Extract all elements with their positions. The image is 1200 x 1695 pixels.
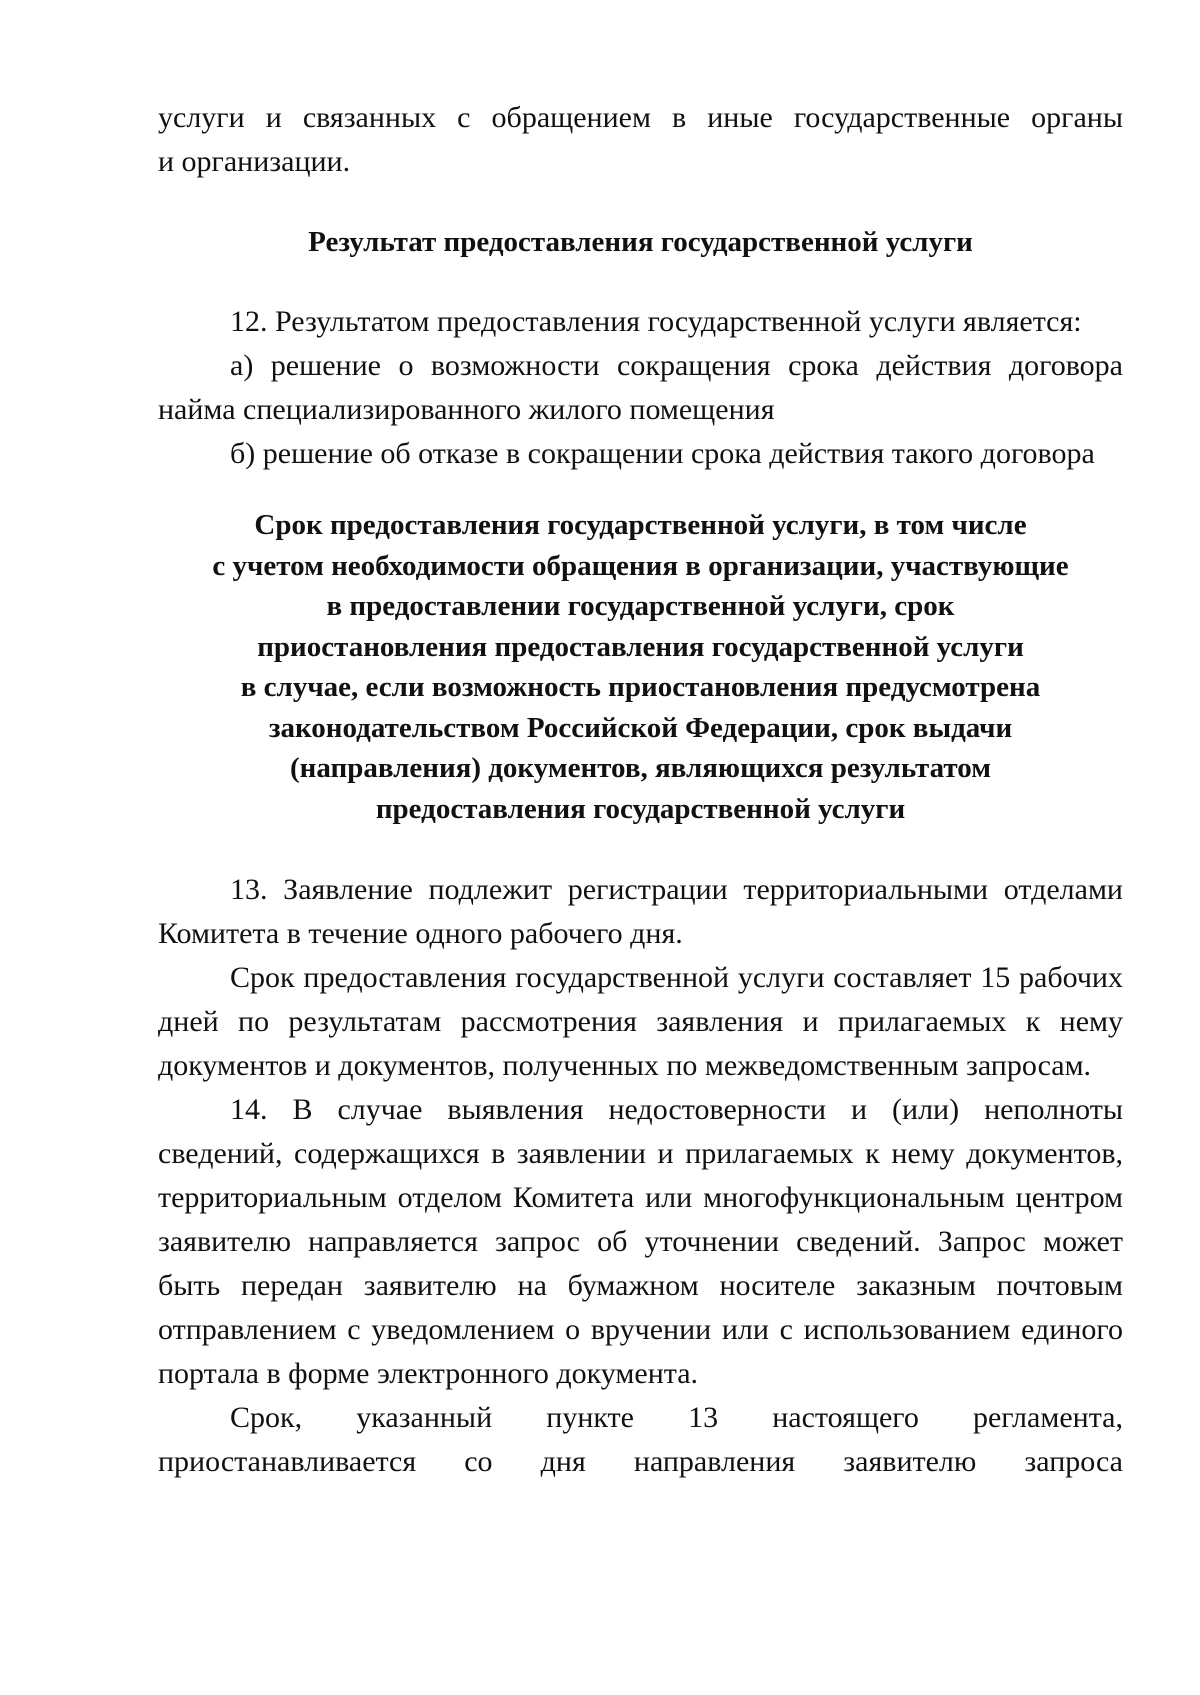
item-13-paragraph-2: Срок предоставления государственной услуги составляет 15 рабочих дней по результатам рассмотрения заявления и прилагаемых к нему документов и документов, полученных по межведомственным запросам. xyxy=(158,961,1123,1082)
section-result-title: Результат предоставления государственной услуги xyxy=(308,226,973,258)
section-term-title-line-7: (направления) документов, являющихся результатом xyxy=(290,752,991,784)
section-term-title-line-2: с учетом необходимости обращения в организации, участвующие xyxy=(212,549,1069,582)
item-12-sub-b: б) решение об отказе в сокращении срока действия такого договора xyxy=(230,437,1095,470)
section-term-title-line-6: законодательством Российской Федерации, срок выдачи xyxy=(268,711,1013,744)
section-term-heading xyxy=(158,505,1123,829)
section-term-title-line-3: в предоставлении государственной услуги, срок xyxy=(326,590,955,622)
intro-line-2: и организации. xyxy=(158,145,351,178)
section-result-heading xyxy=(158,220,1123,264)
intro-paragraph xyxy=(158,96,1123,184)
section-term-title-line-5: в случае, если возможность приостановления предусмотрена xyxy=(240,671,1041,703)
item-13-paragraph-1: 13. Заявление подлежит регистрации территориальными отделами Комитета в течение одного рабочего дня. xyxy=(158,873,1123,950)
section-term-title-line-1: Срок предоставления государственной услуги, в том числе xyxy=(254,509,1027,541)
section-result-body xyxy=(158,300,1123,476)
item-12-sub-a: а) решение о возможности сокращения срока действия договора найма специализированного жилого помещения xyxy=(158,349,1123,426)
item-14-paragraph-1: 14. В случае выявления недостоверности и (или) неполноты сведений, содержащихся в заявлении и прилагаемых к нему документов, территориальным отделом Комитета или многофункциональным центром заявителю направляется запрос об уточнении сведений. Запрос может быть передан заявителю на бумажном носителе заказным почтовым отправлением с уведомлением о вручении или с использованием единого портала в форме электронного документа. xyxy=(158,1093,1123,1390)
item-12: 12. Результатом предоставления государственной услуги является: xyxy=(230,305,1082,338)
section-term-title-line-8: предоставления государственной услуги xyxy=(375,792,906,825)
section-term-title-line-4: приостановления предоставления государственной услуги xyxy=(257,630,1024,663)
section-term-body xyxy=(158,868,1123,1484)
intro-line-1: услуги и связанных с обращением в иные государственные органы xyxy=(158,101,1123,134)
item-14-paragraph-2: Срок, указанный пункте 13 настоящего регламента, приостанавливается со дня направления заявителю запроса xyxy=(158,1401,1123,1478)
